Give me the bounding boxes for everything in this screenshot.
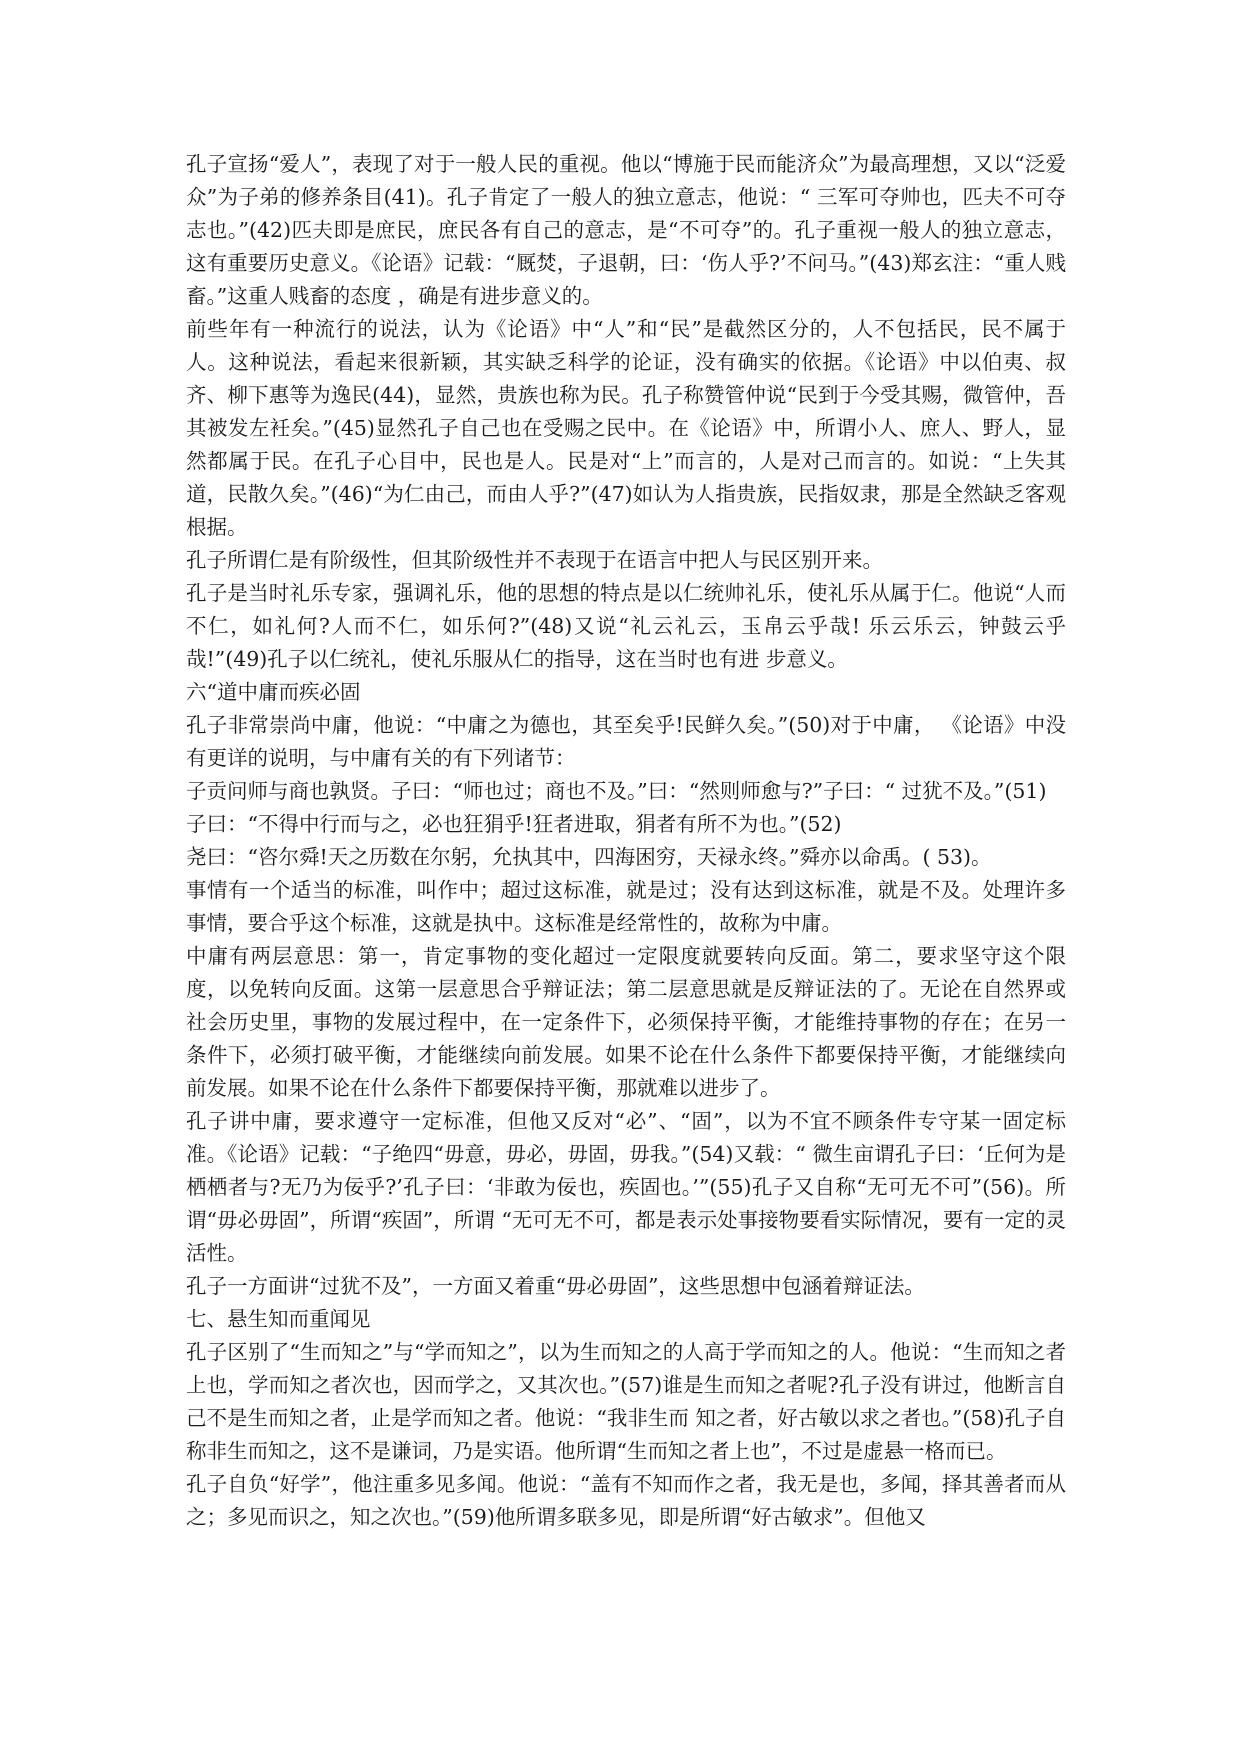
document-body — [186, 148, 1066, 1534]
paragraph: 孔子一方面讲“过犹不及”，一方面又着重“毋必毋固”，这些思想中包涵着辩证法。 — [186, 1274, 925, 1298]
section-heading: 六“道中庸而疾必固 — [186, 680, 361, 704]
paragraph: 孔子自负“好学”，他注重多见多闻。他说：“盖有不知而作之者，我无是也，多闻，择其善者而从之；多见而识之，知之次也。”(59)他所谓多联多见，即是所谓“好古敏求”。但他又 — [186, 1472, 1066, 1529]
paragraph: 孔子讲中庸，要求遵守一定标准，但他又反对“必”、“固”，以为不宜不顾条件专守某一固定标准。《论语》记载：“子绝四“毋意，毋必，毋固，毋我。”(54)又载：“ 微生亩谓孔子曰：‘丘何为是栖栖者与?无乃为佞乎?’孔子曰：‘非敢为佞也，疾固也。’”(55)孔子又自称“无可无不可”(56)。所谓“毋必毋固”，所谓“疾固”，所谓 “无可无不可，都是表示处事接物要看实际情况，要有一定的灵活性。 — [186, 1109, 1066, 1265]
paragraph: 事情有一个适当的标准，叫作中；超过这标准，就是过；没有达到这标准，就是不及。处理许多事情，要合乎这个标准，这就是执中。这标准是经常性的，故称为中庸。 — [186, 878, 1066, 935]
section-heading: 七、悬生知而重闻见 — [186, 1307, 371, 1331]
paragraph: 孔子非常崇尚中庸，他说：“中庸之为德也，其至矣乎!民鲜久矣。”(50)对于中庸， 《论语》中没有更详的说明，与中庸有关的有下列诸节： — [186, 713, 1066, 770]
paragraph: 尧曰：“咨尔舜!天之历数在尔躬，允执其中，四海困穷，天禄永终。”舜亦以命禹。( 53)。 — [186, 845, 992, 869]
paragraph: 子曰：“不得中行而与之，必也狂狷乎!狂者进取，狷者有所不为也。”(52) — [186, 812, 842, 836]
paragraph: 孔子是当时礼乐专家，强调礼乐，他的思想的特点是以仁统帅礼乐，使礼乐从属于仁。他说“人而不仁，如礼何?人而不仁，如乐何?”(48)又说“礼云礼云，玉帛云乎哉! 乐云乐云，钟鼓云乎哉!”(49)孔子以仁统礼，使礼乐服从仁的指导，这在当时也有进 步意义。 — [186, 581, 1066, 671]
paragraph: 孔子所谓仁是有阶级性，但其阶级性并不表现于在语言中把人与民区别开来。 — [186, 548, 883, 572]
paragraph: 孔子区别了“生而知之”与“学而知之”，以为生而知之的人高于学而知之的人。他说：“生而知之者上也，学而知之者次也，因而学之，又其次也。”(57)谁是生而知之者呢?孔子没有讲过，他断言自己不是生而知之者，止是学而知之者。他说：“我非生而 知之者，好古敏以求之者也。”(58)孔子自称非生而知之，这不是谦词，乃是实语。他所谓“生而知之者上也”，不过是虚悬一格而已。 — [186, 1340, 1066, 1463]
paragraph: 孔子宣扬“爱人”，表现了对于一般人民的重视。他以“博施于民而能济众”为最高理想，又以“泛爱众”为子弟的修养条目(41)。孔子肯定了一般人的独立意志，他说：“ 三军可夺帅也，匹夫不可夺志也。”(42)匹夫即是庶民，庶民各有自己的意志，是“不可夺”的。孔子重视一般人的独立意志，这有重要历史意义。《论语》记载：“厩焚，子退朝，曰：‘伤人乎?’不问马。”(43)郑玄注：“重人贱畜。”这重人贱畜的态度 ，确是有进步意义的。 — [186, 152, 1066, 308]
paragraph: 前些年有一种流行的说法，认为《论语》中“人”和“民”是截然区分的，人不包括民，民不属于人。这种说法，看起来很新颖，其实缺乏科学的论证，没有确实的依据。《论语》中以伯夷、叔齐、柳下惠等为逸民(44)，显然，贵族也称为民。孔子称赞管仲说“民到于今受其赐，微管仲，吾其被发左衽矣。”(45)显然孔子自己也在受赐之民中。在《论语》中，所谓小人、庶人、野人，显然都属于民。在孔子心目中，民也是人。民是对“上”而言的，人是对己而言的。如说：“上失其道，民散久矣。”(46)“为仁由己，而由人乎?”(47)如认为人指贵族，民指奴隶，那是全然缺乏客观根据。 — [186, 317, 1066, 539]
paragraph: 中庸有两层意思：第一，肯定事物的变化超过一定限度就要转向反面。第二，要求坚守这个限度，以免转向反面。这第一层意思合乎辩证法；第二层意思就是反辩证法的了。无论在自然界或社会历史里，事物的发展过程中，在一定条件下，必须保持平衡，才能维持事物的存在；在另一条件下，必须打破平衡，才能继续向前发展。如果不论在什么条件下都要保持平衡，才能继续向前发展。如果不论在什么条件下都要保持平衡，那就难以进步了。 — [186, 944, 1066, 1100]
paragraph: 子贡问师与商也孰贤。子曰：“师也过；商也不及。”曰：“然则师愈与?”子曰：“ 过犹不及。”(51) — [186, 779, 1047, 803]
